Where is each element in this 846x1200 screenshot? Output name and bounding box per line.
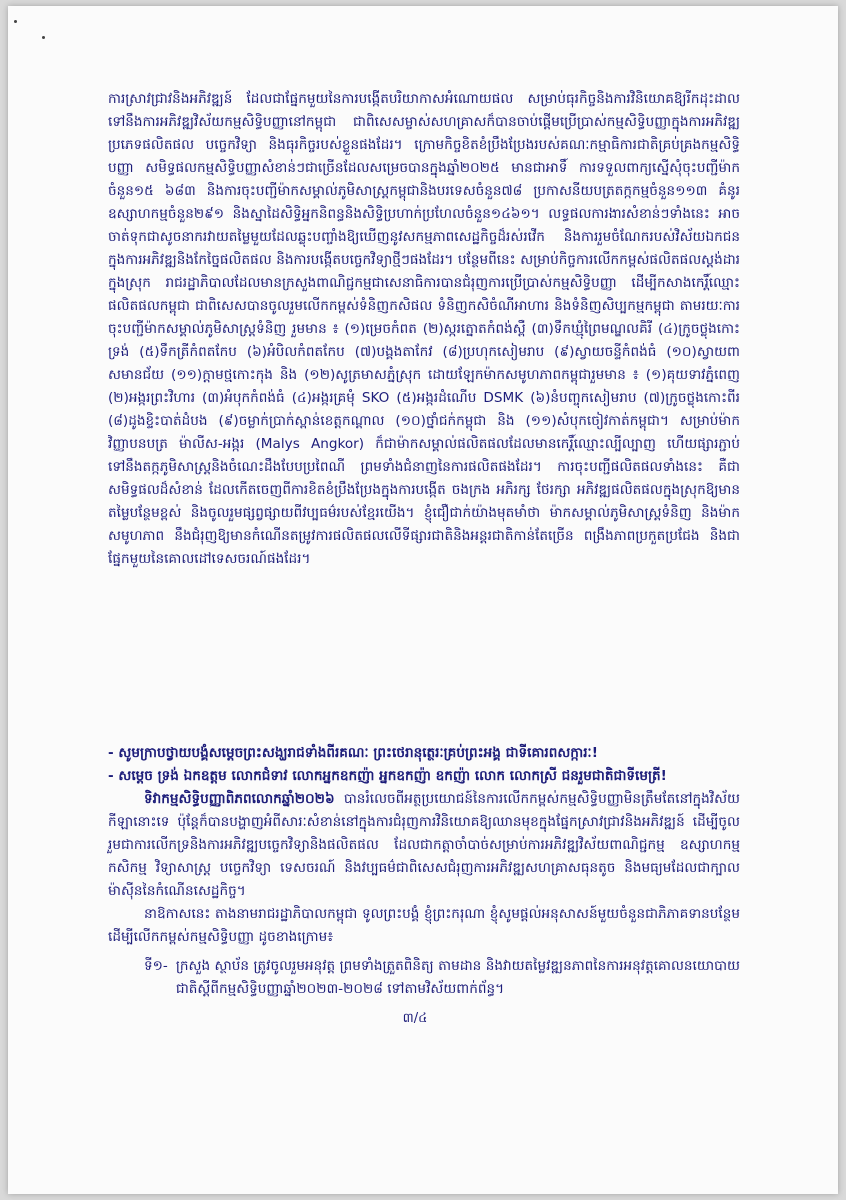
salutation-line: - សូមក្រាបថ្វាយបង្គំសម្ដេចព្រះសង្ឃរាជទាំងពីរគណៈ ព្រះថេរានុត្ថេរៈគ្រប់ព្រះអង្គ ជាទីគោរពសក្ការៈ!	[108, 745, 598, 761]
world-ip-day-text: បានរំលេចពីអត្ថប្រយោជន៍នៃការលើកកម្ពស់កម្មសិទ្ធិបញ្ញាមិនត្រឹមតែនៅក្នុងវិស័យកីឡានោះទេ ប៉ុន្តែក៏បានបង្ហាញអំពីសារៈសំខាន់នៅក្នុងការជំរុញការវិនិយោគឱ្យឈានមុខក្នុងផ្នែកស្រាវជ្រាវនិងអភិវឌ្ឍន៍ ដើម្បីចូលរួមជាការលើកទ្រនិងការអភិវឌ្ឍបច្ចេកវិទ្យានិងផលិតផល ដែលជាកត្តាចាំបាច់សម្រាប់ការអភិវឌ្ឍវិស័យពាណិជ្ជកម្ម ឧស្សាហកម្ម កសិកម្ម វិទ្យាសាស្ត្រ បច្ចេកវិទ្យា ទេសចរណ៍ និងវប្បធម៌ជាពិសេសជំរុញការអភិវឌ្ឍសហគ្រាសធុនតូច និងមធ្យមដែលជាក្បាលម៉ាស៊ីននៃកំណើនសេដ្ឋកិច្ច។	[108, 791, 740, 899]
recommendation-intro: នាឱកាសនេះ តាងនាមរាជរដ្ឋាភិបាលកម្ពុជា ទូលព្រះបង្គំ ខ្ញុំព្រះករុណា ខ្ញុំសូមផ្ដល់អនុសាសន៍មួយចំនួនជាភិភាគទានបន្ថែម ដើម្បីលើកកម្ពស់កម្មសិទ្ធិបញ្ញា ដូចខាងក្រោម៖	[108, 906, 740, 945]
page-number: ៣/៤	[402, 1011, 428, 1026]
scan-dot	[14, 20, 17, 23]
salutation-list	[108, 742, 740, 788]
item-text: ក្រសួង ស្ថាប័ន ត្រូវចូលរួមអនុវត្ត ព្រមទាំងត្រួតពិនិត្យ តាមដាន និងវាយតម្លៃវឌ្ឍនភាពនៃការអនុវត្តគោលនយោបាយជាតិស្ដីពីកម្មសិទ្ធិបញ្ញាឆ្នាំ២០២៣-២០២៨ ទៅតាមវិស័យពាក់ព័ន្ធ។	[175, 958, 740, 997]
world-ip-day-title: ទិវាកម្មសិទ្ធិបញ្ញាពិភពលោកឆ្នាំ២០២៦	[144, 791, 335, 807]
salutation-line: - សម្ដេច ទ្រង់ ឯកឧត្តម លោកជំទាវ លោកអ្នកឧកញ៉ា អ្នកឧកញ៉ា ឧកញ៉ា លោក លោកស្រី ជនរួមជាតិជាទីមេត្រី!	[108, 768, 667, 784]
item-number: ទី១-	[144, 958, 168, 974]
scan-dot	[42, 36, 45, 39]
world-ip-day-paragraph	[108, 788, 740, 903]
main-paragraph: ការស្រាវជ្រាវនិងអភិវឌ្ឍន៍ ដែលជាផ្នែកមួយនៃការបង្កើតបរិយាកាសអំណោយផល សម្រាប់ធុរកិច្ចនិងការវិនិយោគឱ្យរីកដុះដាលទៅនឹងការអភិវឌ្ឍវិស័យកម្មសិទ្ធិបញ្ញានៅកម្ពុជា ជាពិសេសម្ចាស់សហគ្រាសក៏បានចាប់ផ្ដើមប្រើប្រាស់កម្មសិទ្ធិបញ្ញាក្នុងការអភិវឌ្ឍប្រភេទផលិតផល បច្ចេកវិទ្យា និងធុរកិច្ចរបស់ខ្លួនផងដែរ។ ក្រោមកិច្ចខិតខំប្រឹងប្រែងរបស់គណៈកម្មាធិការជាតិគ្រប់គ្រងកម្មសិទ្ធិបញ្ញា សមិទ្ធផលកម្មសិទ្ធិបញ្ញាសំខាន់ៗជាច្រើនដែលសម្រេចបានក្នុងឆ្នាំ២០២៥ មានជាអាទិ៍ ការទទួលពាក្យស្នើសុំចុះបញ្ជីម៉ាកចំនួន១៥ ៦៨៣ និងការចុះបញ្ជីម៉ាកសម្គាល់ភូមិសាស្ត្រកម្ពុជានិងបរទេសចំនួន៧៨ ប្រកាសនីយបត្រតក្កកម្មចំនួន១១៣ គំនូរឧស្សាហកម្មចំនួន២៩១ និងស្នាដៃសិទ្ធិអ្នកនិពន្ធនិងសិទ្ធិប្រហាក់ប្រហែលចំនួន១៤៦១។ លទ្ធផលការងារសំខាន់ៗទាំងនេះ អាចចាត់ទុកជាសូចនាករវាយតម្លៃមួយដែលឆ្លុះបញ្ចាំងឱ្យឃើញនូវសកម្មភាពសេដ្ឋកិច្ចដ៏រស់រវើក និងការរួមចំណែករបស់វិស័យឯកជនក្នុងការអភិវឌ្ឍនិងកែច្នៃផលិតផល និងការបង្កើតបច្ចេកវិទ្យាថ្មីៗផងដែរ។ បន្ថែមពីនេះ សម្រាប់កិច្ចការលើកកម្ពស់ផលិតផលស្ដង់ដារក្នុងស្រុក រាជរដ្ឋាភិបាលដែលមានក្រសួងពាណិជ្ជកម្មជាសេនាធិការបានជំរុញការប្រើប្រាស់កម្មសិទ្ធិបញ្ញា ដើម្បីកសាងកេរ្តិ៍ឈ្មោះផលិតផលកម្ពុជា ជាពិសេសបានចូលរួមលើកកម្ពស់ទំនិញកសិផល ទំនិញកសិចំណីអាហារ និងទំនិញសិប្បកម្មកម្ពុជា តាមរយៈការចុះបញ្ជីម៉ាកសម្គាល់ភូមិសាស្ត្រទំនិញ រួមមាន ៖ (១)ម្រេចកំពត (២)ស្ករត្នោតកំពង់ស្ពឺ (៣)ទឹកឃ្មុំព្រៃមណ្ឌលគិរី (៤)ក្រូចថ្លុងកោះទ្រង់ (៥)ទឹកត្រីកំពតកែប (៦)អំបិលកំពតកែប (៧)បង្គងតាកែវ (៨)ប្រហុកសៀមរាប (៩)ស្វាយចន្ទីកំពង់ធំ (១០)ស្វាយពាសមានជ័យ (១១)ក្ដាមថ្មកោះកុង និង (១២)សូត្រមាសភ្នំស្រុក ដោយឡែកម៉ាកសមូហភាពកម្ពុជារួមមាន ៖ (១)គុយទាវភ្នំពេញ (២)អង្ករព្រះវិហារ (៣)អំបុកកំពង់ធំ (៤)អង្ករគ្រមុំ SKO (៥)អង្ករដំណើប DSMK (៦)នំបញ្ចុកសៀមរាប (៧)ក្រូចថ្លុងកោះពីរ (៨)ដូងខ្ទិះបាត់ដំបង (៩)ចម្លាក់ប្រាក់ស្ពាន់ខេត្តកណ្ដាល (១០)ថ្នាំជក់កម្ពុជា និង (១១)សំបុកចៀវកាត់កម្ពុជា។ សម្រាប់ម៉ាកវិញ្ញាបនបត្រ ម៉ាលីស-អង្ករ (Malys Angkor) ក៏ជាម៉ាកសម្គាល់ផលិតផលដែលមានកេរ្តិ៍ឈ្មោះល្បីល្បាញ ហើយផ្សារភ្ជាប់ទៅនឹងតក្កភូមិសាស្ត្រនិងចំណេះដឹងបែបប្រពៃណី ព្រមទាំងជំនាញនៃការផលិតផងដែរ។ ការចុះបញ្ជីផលិតផលទាំងនេះ គឺជាសមិទ្ធផលដ៏សំខាន់ ដែលកើតចេញពីការខិតខំប្រឹងប្រែងក្នុងការបង្កើត ចងក្រង អភិរក្ស ថែរក្សា អភិវឌ្ឍផលិតផលក្នុងស្រុកឱ្យមានតម្លៃបន្ថែមខ្ពស់ និងចូលរួមផ្សព្វផ្សាយពីវប្បធម៌របស់ខ្មែរយើង។ ខ្ញុំជឿជាក់យ៉ាងមុតមាំថា ម៉ាកសម្គាល់ភូមិសាស្ត្រទំនិញ និងម៉ាកសមូហភាព នឹងជំរុញឱ្យមានកំណើនតម្រូវការផលិតផលលើទីផ្សារជាតិនិងអន្តរជាតិកាន់តែច្រើន ពង្រឹងភាពប្រកួតប្រជែង និងជាផ្នែកមួយនៃគោលដៅទេសចរណ៍ផងដែរ។	[108, 91, 740, 567]
recommendation-item	[108, 955, 740, 1001]
document-body	[108, 88, 740, 1001]
